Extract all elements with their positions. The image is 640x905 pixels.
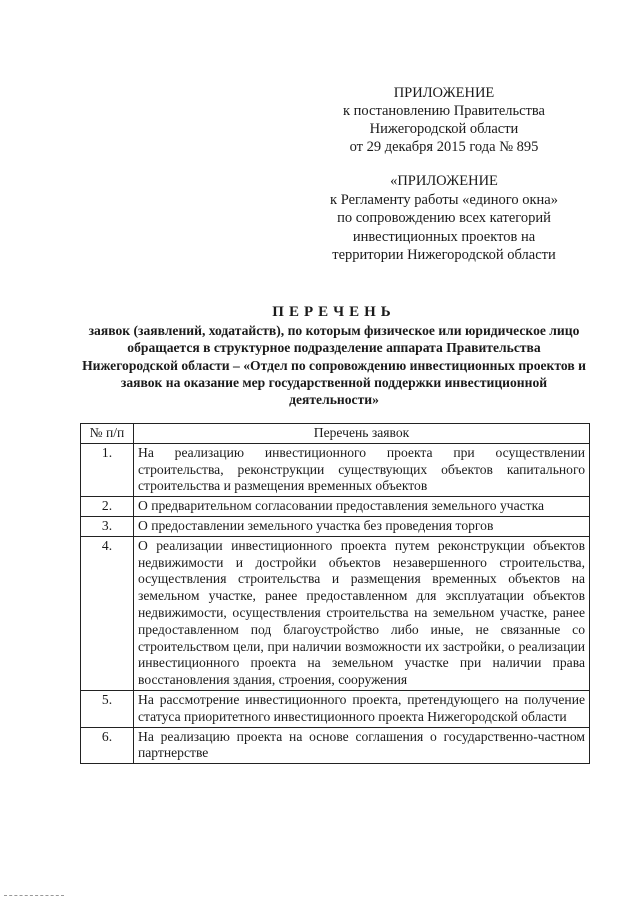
regulation-appendix-line: инвестиционных проектов на [352,228,536,245]
table-row [81,690,590,727]
row-text: О предоставлении земельного участка без проведения торгов [134,516,590,536]
title-main: ПЕРЕЧЕНЬ [272,304,396,320]
appendix-header-line: ПРИЛОЖЕНИЕ [393,85,495,101]
header-applications: Перечень заявок [134,424,590,444]
scan-artifact-line [4,895,64,896]
row-text: На рассмотрение инвестиционного проекта, претендующего на получение статуса приоритетного инвестиционного проекта Нижегородской области [134,690,590,727]
applications-table [80,423,590,764]
row-text: На реализацию проекта на основе соглашения о государственно-частном партнерстве [134,727,590,764]
table-row [81,727,590,764]
appendix-header-line: Нижегородской области [369,121,519,137]
regulation-appendix-line: к Регламенту работы «единого окна» [330,191,558,208]
row-text: О реализации инвестиционного проекта путем реконструкции объектов недвижимости и достройки объектов незавершенного строительства, осуществления строительства и размещения временных объектов на земельном участке, ранее предоставленном для эксплуатации объектов недвижимости, осуществления строительства на земельном участке, ранее предоставленном под благоустройство либо иные, не связанные со строительством цели, при наличии возможности их застройки, о реализации инвестиционного проекта на земельном участке при наличии права восстановления здания, строения, сооружения [134,536,590,690]
appendix-header-line: к постановлению Правительства [343,103,545,119]
title-subtitle: заявок (заявлений, ходатайств), по которым физическое или юридическое лицо обращается в структурное подразделение аппарата Правительства Нижегородской области – «Отдел по сопровождению инвестиционных проектов и заявок на оказание мер государственной поддержки инвестиционной деятельности» [82,323,586,408]
regulation-appendix-line: «ПРИЛОЖЕНИЕ [390,173,498,189]
row-number: 2. [81,497,134,517]
row-number: 1. [81,443,134,496]
row-text: О предварительном согласовании предоставления земельного участка [134,497,590,517]
appendix-header [320,84,568,156]
regulation-appendix-line: территории Нижегородской области [332,247,556,263]
row-text: На реализацию инвестиционного проекта при осуществлении строительства, реконструкции существующих объектов капитального строительства и размещения временных объектов [134,443,590,496]
regulation-appendix [306,172,582,265]
row-number: 3. [81,516,134,536]
table-row [81,536,590,690]
table-row [81,516,590,536]
header-number: № п/п [81,424,134,444]
document-title [80,302,588,408]
row-number: 5. [81,690,134,727]
row-number: 4. [81,536,134,690]
row-number: 6. [81,727,134,764]
regulation-appendix-line: по сопровождению всех категорий [337,210,551,226]
table-row [81,443,590,496]
appendix-header-line: от 29 декабря 2015 года № 895 [349,139,539,155]
table-row [81,497,590,517]
table-header-row [81,424,590,444]
